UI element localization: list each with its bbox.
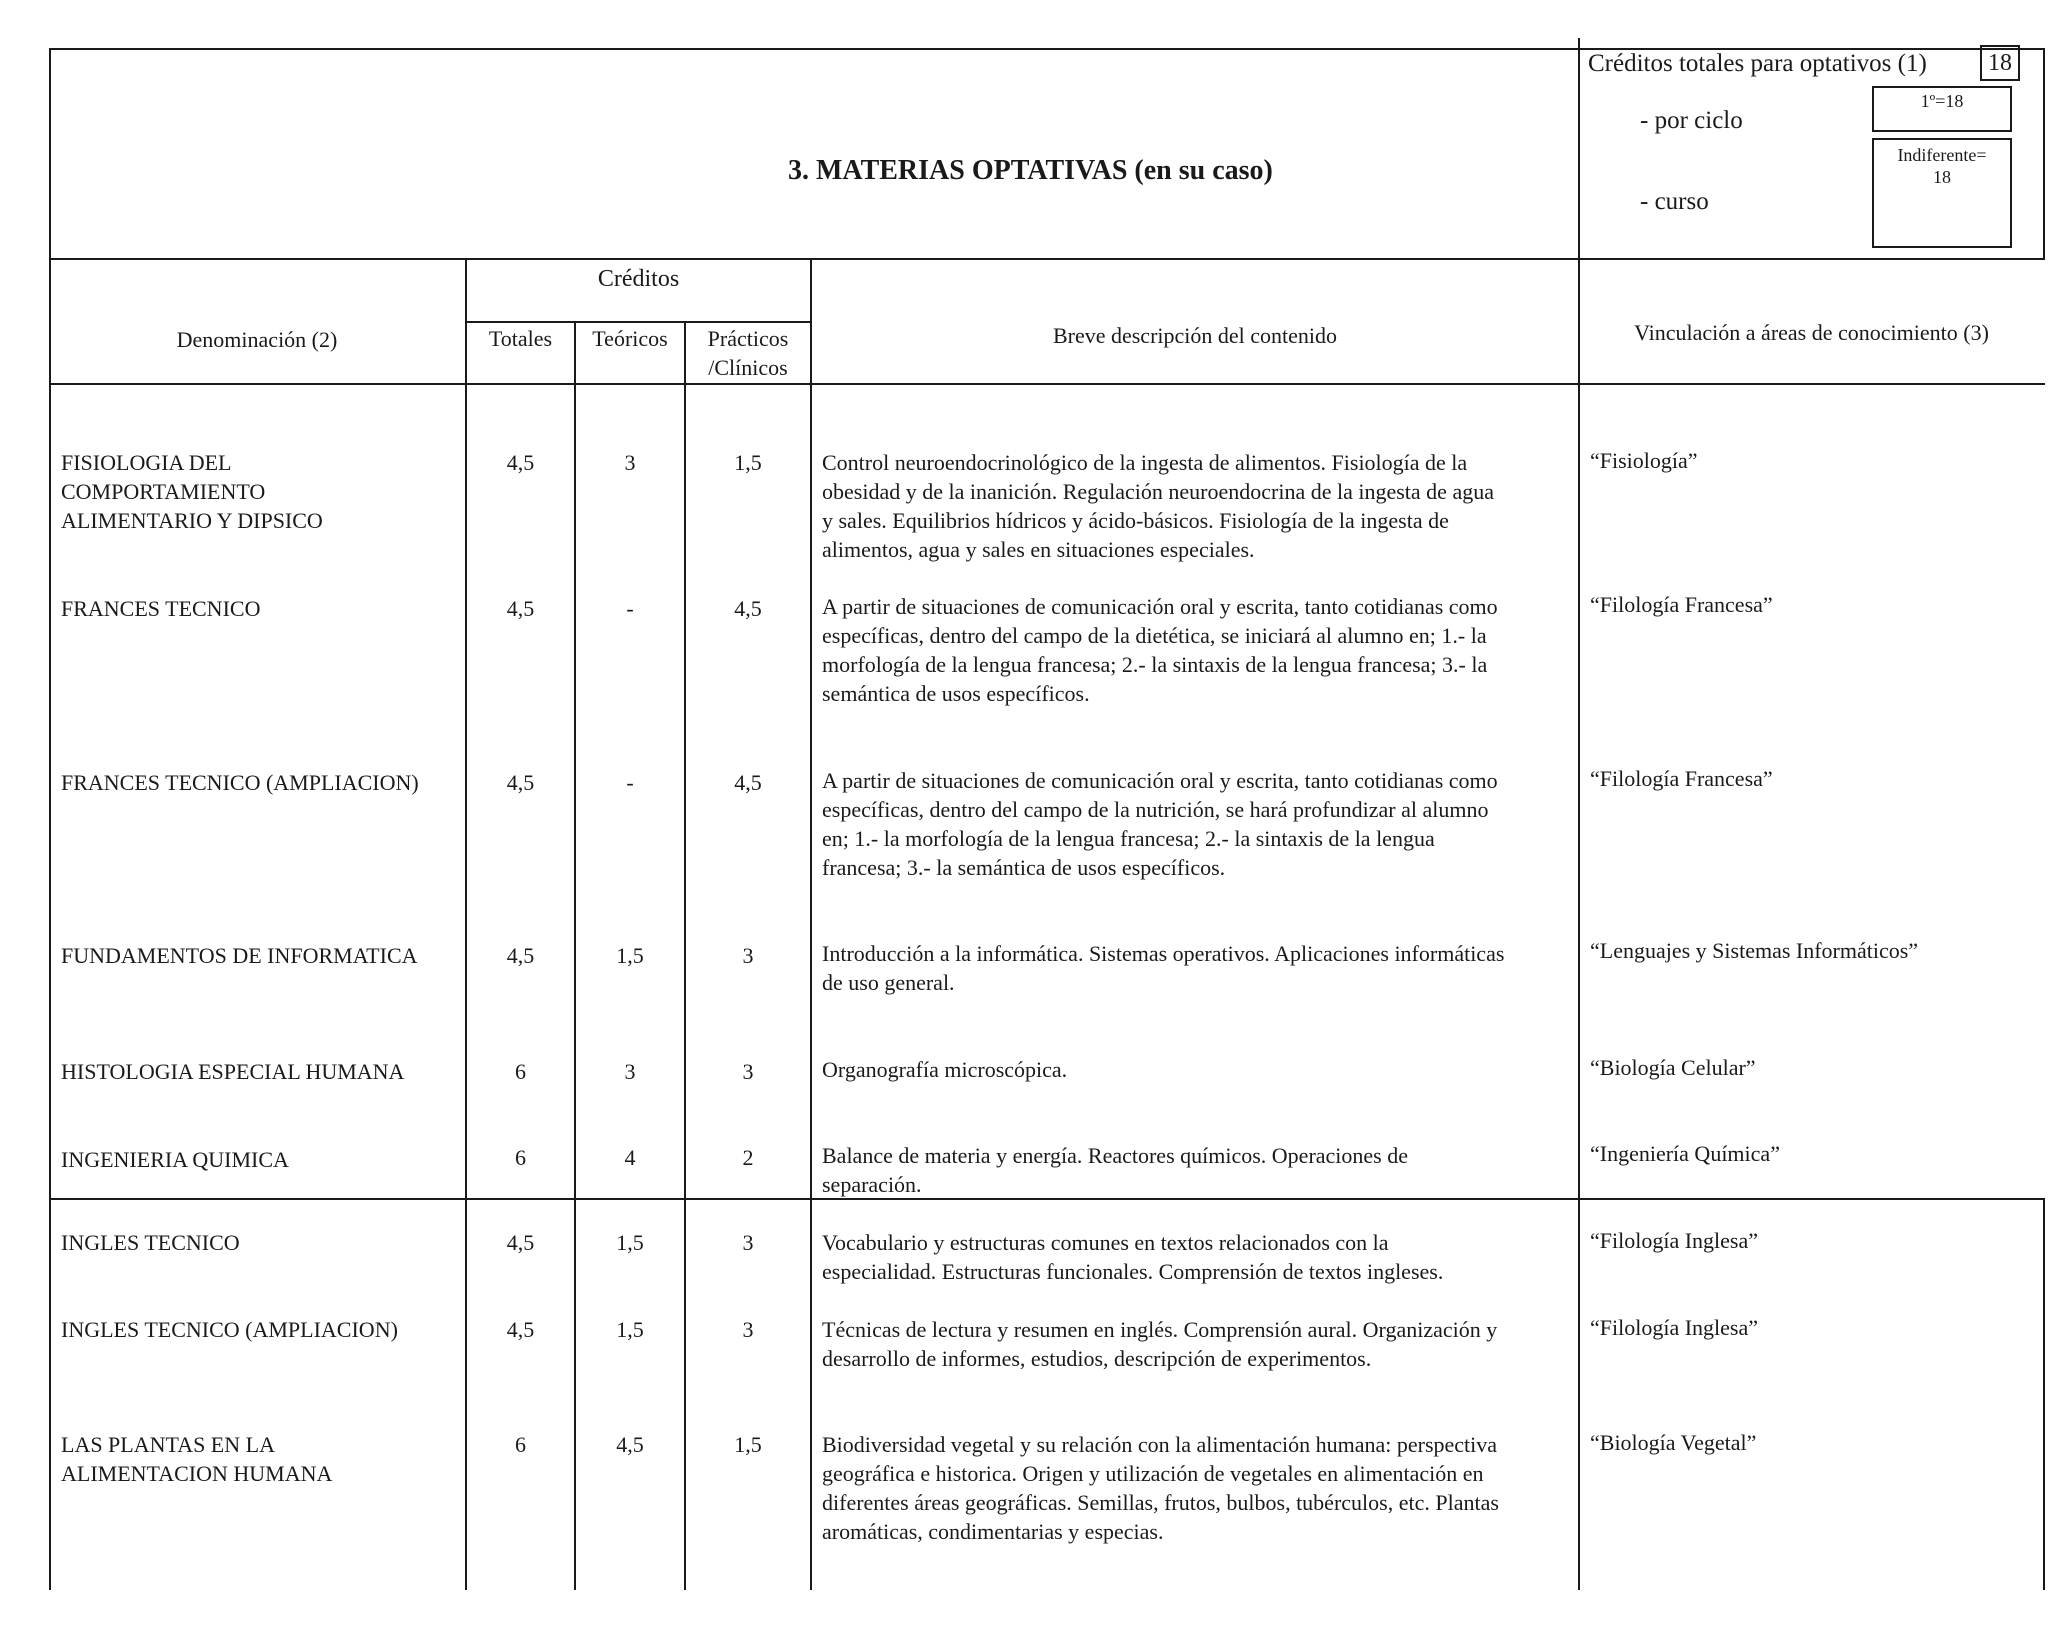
creditos-totales-box [1980, 45, 2020, 81]
row-name: LAS PLANTAS EN LA ALIMENTACION HUMANA [61, 1432, 333, 1486]
por-ciclo-box [1872, 86, 2012, 132]
row-teoricos: 1,5 [616, 1230, 644, 1255]
row-teoricos: - [626, 596, 634, 621]
row-teoricos: 3 [624, 1059, 636, 1084]
col-header-denominacion: Denominación (2) [176, 327, 338, 352]
row-name: FRANCES TECNICO (AMPLIACION) [61, 770, 419, 795]
col-line-4 [810, 260, 812, 1590]
row-practicos: 3 [742, 1317, 754, 1342]
row-area: “Filología Francesa” [1590, 766, 1773, 791]
header-divider [1578, 38, 1580, 260]
row-area: “Ingeniería Química” [1590, 1141, 1780, 1166]
row-area: “Filología Francesa” [1590, 592, 1773, 617]
row-teoricos: - [626, 770, 634, 795]
creditos-totales-label: Créditos totales para optativos (1) [1588, 50, 1927, 77]
row-practicos: 4,5 [734, 770, 762, 795]
row-teoricos: 3 [624, 450, 636, 475]
row-totales: 4,5 [506, 1317, 535, 1342]
row-area: “Lenguajes y Sistemas Informáticos” [1590, 938, 1919, 963]
curso-value-line1: Indiferente= [1897, 145, 1987, 165]
page-title: 3. MATERIAS OPTATIVAS (en su caso) [788, 155, 1273, 186]
row-area: “Biología Vegetal” [1590, 1430, 1757, 1455]
row-name: INGLES TECNICO [61, 1230, 240, 1255]
row-name: FUNDAMENTOS DE INFORMATICA [61, 943, 418, 968]
row-teoricos: 4 [624, 1145, 636, 1170]
row-totales: 4,5 [506, 450, 535, 475]
row-name: FISIOLOGIA DEL COMPORTAMIENTO ALIMENTARIO Y DIPSICO [61, 450, 323, 533]
row-name: HISTOLOGIA ESPECIAL HUMANA [61, 1059, 405, 1084]
row-practicos: 2 [742, 1145, 754, 1170]
header-bottom-border [49, 258, 2045, 260]
row-name: INGLES TECNICO (AMPLIACION) [61, 1317, 398, 1342]
row-totales: 4,5 [506, 770, 535, 795]
col-header-vinculacion: Vinculación a áreas de conocimiento (3) [1634, 320, 1989, 345]
row-description: Técnicas de lectura y resumen en inglés. Comprensión aural. Organización y desarrollo de informes, estudios, descripción de experimentos. [822, 1317, 1498, 1371]
column-header-bottom [49, 383, 2045, 385]
col-header-totales: Totales [488, 326, 553, 351]
row-description: A partir de situaciones de comunicación oral y escrita, tanto cotidianas como específicas, dentro del campo de la dietética, se iniciará al alumno en; 1.- la morfología de la lengua francesa; 2.- la sintaxis de la lengua francesa; 3.- la semántica de usos específicos. [822, 594, 1498, 706]
col-header-practicos [686, 324, 810, 382]
row-area: “Fisiología” [1590, 448, 1698, 473]
row-name: INGENIERIA QUIMICA [61, 1147, 289, 1172]
left-border [49, 48, 51, 1590]
row-teoricos: 4,5 [616, 1432, 644, 1457]
row-description: Vocabulario y estructuras comunes en textos relacionados con la especialidad. Estructuras funcionales. Comprensión de textos ingleses. [822, 1230, 1444, 1284]
curso-box [1872, 138, 2012, 248]
col-header-teoricos: Teóricos [592, 326, 668, 351]
creditos-totales-value: 18 [1988, 50, 2012, 76]
row-practicos: 4,5 [734, 596, 762, 621]
row-area: “Filología Inglesa” [1590, 1315, 1759, 1340]
row-totales: 6 [515, 1145, 526, 1170]
col-line-5 [1578, 260, 1580, 1590]
row-practicos: 3 [742, 1230, 754, 1255]
curso-label: - curso [1640, 188, 1709, 215]
row-description: A partir de situaciones de comunicación oral y escrita, tanto cotidianas como específicas, dentro del campo de la nutrición, se hará profundizar al alumno en; 1.- la morfología de la lengua francesa; 2.- la sintaxis de la lengua francesa; 3.- la semántica de usos específicos. [822, 768, 1498, 880]
row-totales: 6 [515, 1432, 526, 1457]
row-totales: 6 [515, 1059, 526, 1084]
col-header-creditos: Créditos [597, 266, 680, 292]
row-totales: 4,5 [506, 1230, 535, 1255]
right-border [2043, 48, 2045, 260]
row-practicos: 3 [742, 943, 754, 968]
row-totales: 4,5 [506, 596, 535, 621]
por-ciclo-value: 1º=18 [1920, 91, 1964, 111]
col-header-descripcion: Breve descripción del contenido [1052, 323, 1338, 348]
por-ciclo-label: - por ciclo [1640, 107, 1743, 134]
right-border-lower [2043, 1198, 2045, 1590]
row-practicos: 1,5 [734, 450, 762, 475]
row-description: Control neuroendocrinológico de la ingesta de alimentos. Fisiología de la obesidad y de la inanición. Regulación neuroendocrina de la ingesta de agua y sales. Equilibrios hídricos y ácido-básicos. Fisiología de la ingesta de alimentos, agua y sales en situaciones especiales. [822, 450, 1494, 562]
row-description: Balance de materia y energía. Reactores químicos. Operaciones de separación. [822, 1143, 1409, 1197]
row-area: “Filología Inglesa” [1590, 1228, 1759, 1253]
curso-value-line2: 18 [1933, 167, 1951, 187]
row-practicos: 1,5 [734, 1432, 762, 1457]
row-totales: 4,5 [506, 943, 535, 968]
row-description: Biodiversidad vegetal y su relación con la alimentación humana: perspectiva geográfica e historica. Origen y utilización de vegetales en alimentación en diferentes áreas geográficas. Semillas, frutos, bulbos, tubérculos, etc. Plantas aromáticas, condimentarias y especias. [822, 1432, 1499, 1544]
row-area: “Biología Celular” [1590, 1055, 1756, 1080]
row-name: FRANCES TECNICO [61, 596, 261, 621]
col-header-practicos-line1: Prácticos [707, 326, 789, 351]
col-header-practicos-line2: /Clínicos [708, 355, 788, 380]
row-teoricos: 1,5 [616, 943, 644, 968]
row-teoricos: 1,5 [616, 1317, 644, 1342]
creditos-group-line [465, 321, 811, 323]
row-description: Organografía microscópica. [822, 1057, 1068, 1082]
row-practicos: 3 [742, 1059, 754, 1084]
row-description: Introducción a la informática. Sistemas operativos. Aplicaciones informáticas de uso general. [822, 941, 1505, 995]
